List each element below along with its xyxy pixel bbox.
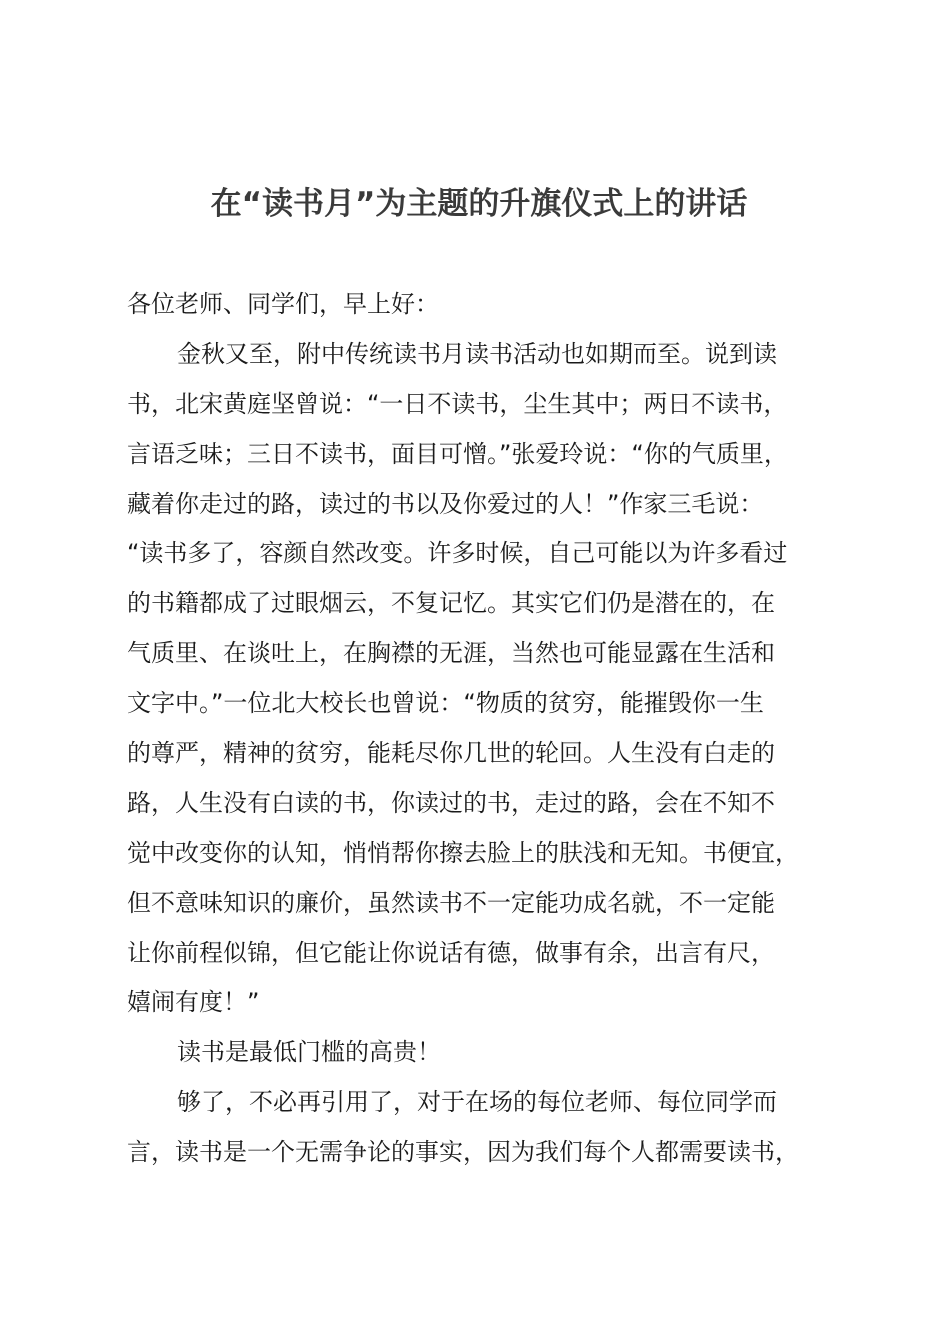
text-line: 读书是最低门槛的高贵！ xyxy=(177,1038,441,1067)
text-line: 藏着你走过的路，读过的书以及你爱过的人！”作家三毛说： xyxy=(127,489,764,518)
text-line: 但不意味知识的廉价，虽然读书不一定能功成名就，不一定能 xyxy=(127,888,775,917)
text-line: “读书多了，容颜自然改变。许多时候，自己可能以为许多看过 xyxy=(127,539,788,568)
text-line: 书，北宋黄庭坚曾说：“一日不读书，尘生其中；两日不读书， xyxy=(127,389,788,418)
text-line: 的书籍都成了过眼烟云，不复记忆。其实它们仍是潜在的，在 xyxy=(127,589,775,618)
text-line: 路，人生没有白读的书，你读过的书，走过的路，会在不知不 xyxy=(127,788,775,817)
text-line: 金秋又至，附中传统读书月读书活动也如期而至。说到读 xyxy=(177,339,777,368)
text-line: 嬉闹有度！” xyxy=(127,988,260,1017)
page-title: 在“读书月”为主题的升旗仪式上的讲话 xyxy=(210,186,748,222)
text-line: 言语乏味；三日不读书，面目可憎。”张爱玲说：“你的气质里， xyxy=(127,439,788,468)
text-line: 气质里、在谈吐上，在胸襟的无涯，当然也可能显露在生活和 xyxy=(127,639,775,668)
text-line: 够了，不必再引用了，对于在场的每位老师、每位同学而 xyxy=(177,1088,777,1117)
document-body xyxy=(127,280,862,1178)
text-line: 各位老师、同学们，早上好： xyxy=(127,290,439,318)
text-line: 文字中。”一位北大校长也曾说：“物质的贫穷，能摧毁你一生 xyxy=(127,689,764,718)
text-line: 言，读书是一个无需争论的事实，因为我们每个人都需要读书， xyxy=(127,1138,799,1167)
text-line: 觉中改变你的认知，悄悄帮你擦去脸上的肤浅和无知。书便宜， xyxy=(127,838,799,867)
text-line: 让你前程似锦，但它能让你说话有德，做事有余，出言有尺， xyxy=(127,938,775,967)
text-line: 的尊严，精神的贫穷，能耗尽你几世的轮回。人生没有白走的 xyxy=(127,739,775,768)
